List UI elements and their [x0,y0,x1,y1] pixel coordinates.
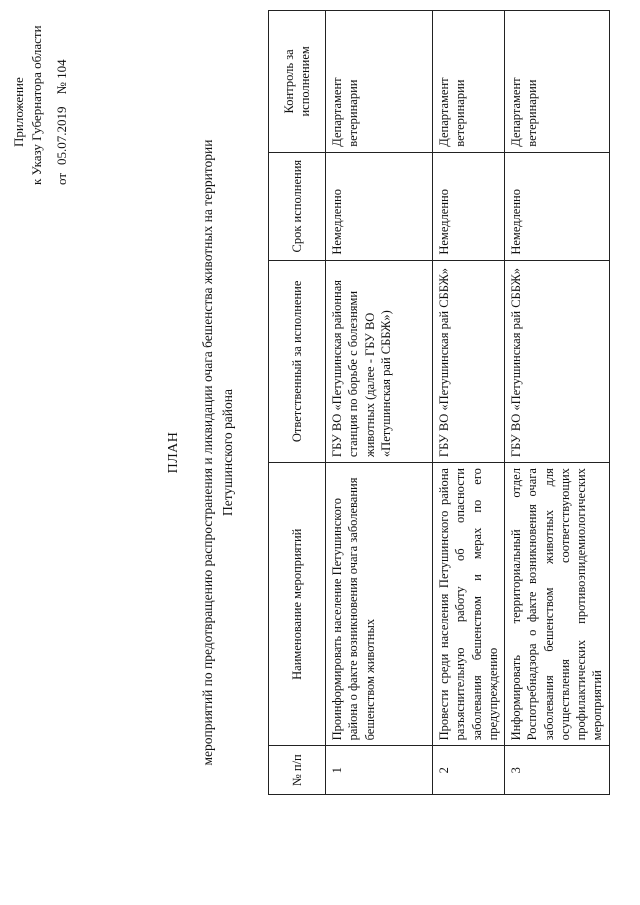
header-responsible: Ответственный за исполнение [269,260,326,462]
responsible-party: ГБУ ВО «Петушинская рай СББЖ» [505,260,610,462]
deadline: Немедленно [505,152,610,260]
control-body: Департамент ветеринарии [433,11,505,153]
deadline: Немедленно [326,152,433,260]
header-num: № п/п [269,746,326,795]
plan-title: ПЛАН [166,431,181,474]
plan-subtitle [198,0,237,905]
date-label: от [54,172,70,185]
control-body: Департамент ветеринарии [505,11,610,153]
control-body: Департамент ветеринарии [326,11,433,153]
decree-number: 104 [54,59,70,79]
table-row [326,11,433,795]
appendix-header [10,15,71,185]
plan-subtitle-line2: Петушинского района [219,389,235,516]
responsible-party: ГБУ ВО «Петушинская районная станция по борьбе с болезнями животных (далее - ГБУ ВО «Петушинская рай СББЖ») [326,260,433,462]
row-number: 1 [326,746,433,795]
table-header-row [269,11,326,795]
header-deadline: Срок исполнения [269,152,326,260]
row-number: 2 [433,746,505,795]
decree-date: 05.07.2019 [54,106,70,165]
row-number: 3 [505,746,610,795]
appendix-title: Приложение [11,77,26,147]
number-label: № [54,82,70,95]
header-name: Наименование мероприятий [269,463,326,746]
plan-table [268,10,610,795]
decree-date-line [53,15,71,185]
decree-reference: к Указу Губернатора области [28,25,44,185]
measure-name: Информировать территориальный отдел Роспотребнадзора о факте возникновения очага заболевания бешенством животных для осуществления соответствующих профилактических противоэпидемиологических мероприятий [505,463,610,746]
header-control: Контроль за исполнением [269,11,326,153]
deadline: Немедленно [433,152,505,260]
measure-name: Проинформировать население Петушинского района о факте возникновения очага заболевания бешенством животных [326,463,433,746]
responsible-party: ГБУ ВО «Петушинская рай СББЖ» [433,260,505,462]
measure-name: Провести среди населения Петушинского района разъяснительную работу об опасности заболевания бешенством и мерах по его предупреждению [433,463,505,746]
plan-subtitle-line1: мероприятий по предотвращению распространения и ликвидации очага бешенства животных на территории [200,139,215,766]
table-row [433,11,505,795]
table-row [505,11,610,795]
